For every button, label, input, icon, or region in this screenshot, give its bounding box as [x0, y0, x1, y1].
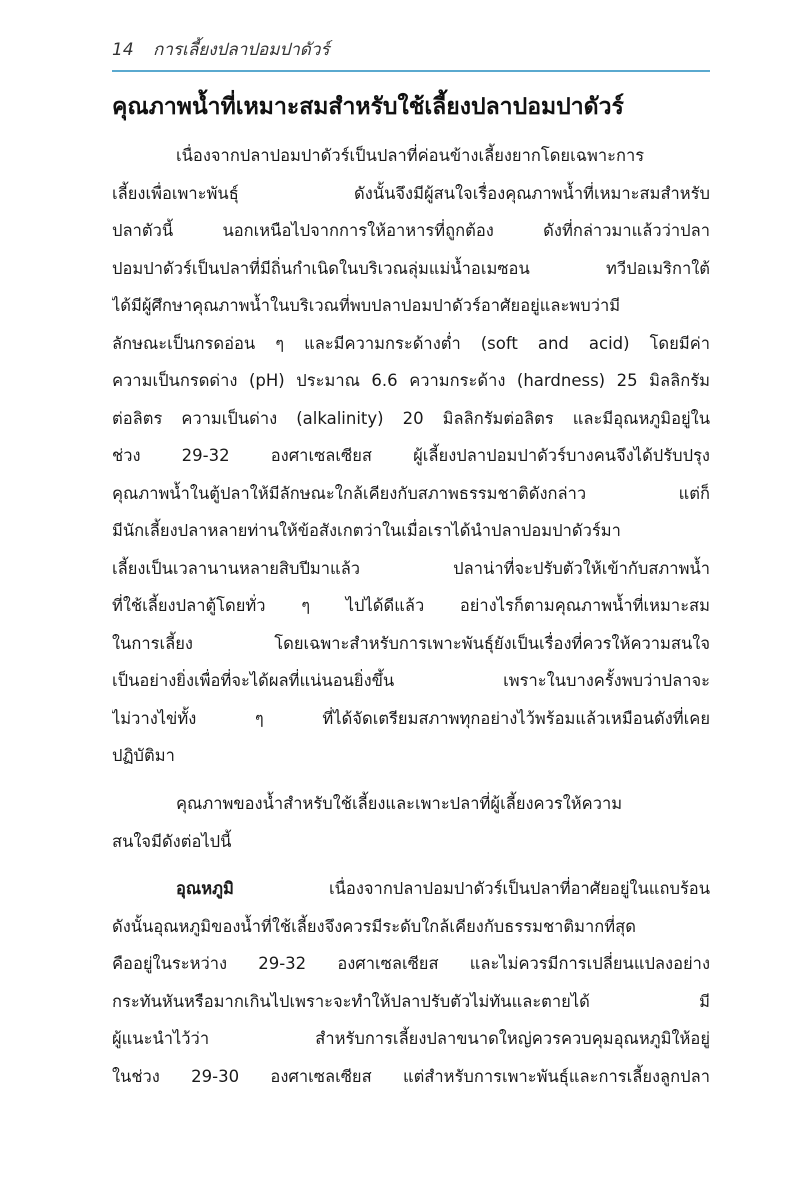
paragraph-line: เนื่องจากปลาปอมปาดัวร์เป็นปลาที่ค่อนข้างเลี้ยงยากโดยเฉพาะการ [176, 146, 645, 165]
paragraph-line: ผู้แนะนำไว้ว่า สำหรับการเลี้ยงปลาขนาดใหญ่ควรควบคุมอุณหภูมิให้อยู่ [112, 1029, 710, 1048]
paragraph-line: ในช่วง 29-30 องศาเซลเซียส แต่สำหรับการเพาะพันธุ์และการเลี้ยงลูกปลา [112, 1066, 710, 1086]
paragraph-line: ได้มีผู้ศึกษาคุณภาพน้ำในบริเวณที่พบปลาปอมปาดัวร์อาศัยอยู่และพบว่ามี [112, 296, 621, 315]
paragraph-line: ต่อลิตร ความเป็นด่าง (alkalinity) 20 มิลลิกรัมต่อลิตร และมีอุณหภูมิอยู่ใน [112, 408, 710, 428]
paragraph-line: สนใจมีดังต่อไปนี้ [112, 831, 232, 851]
paragraph-line: กระทันหันหรือมากเกินไปเพราะจะทำให้ปลาปรับตัวไม่ทันและตายได้ มี [112, 991, 710, 1011]
book-title: การเลี้ยงปลาปอมปาดัวร์ [153, 40, 330, 60]
paragraph-line: คืออยู่ในระหว่าง 29-32 องศาเซลเซียส และไม่ควรมีการเปลี่ยนแปลงอย่าง [112, 954, 710, 973]
section-title: คุณภาพน้ำที่เหมาะสมสำหรับใช้เลี้ยงปลาปอมปาดัวร์ [112, 93, 624, 120]
paragraph-3 [112, 870, 710, 1095]
paragraph-line: ดังนั้นอุณหภูมิของน้ำที่ใช้เลี้ยงจึงควรมีระดับใกล้เคียงกับธรรมชาติมากที่สุด [112, 916, 636, 936]
paragraph-line: ปฏิบัติมา [112, 746, 175, 765]
header-rule [112, 70, 710, 72]
paragraph-line-rest: เนื่องจากปลาปอมปาดัวร์เป็นปลาที่อาศัยอยู่ในแถบร้อน [329, 879, 710, 898]
paragraph-line: คุณภาพของน้ำสำหรับใช้เลี้ยงและเพาะปลาที่ผู้เลี้ยงควรให้ความ [176, 794, 623, 813]
paragraph-line: ไม่วางไข่ทั้ง ๆ ที่ได้จัดเตรียมสภาพทุกอย่างไว้พร้อมแล้วเหมือนดังที่เคย [112, 708, 710, 728]
paragraph-line: ที่ใช้เลี้ยงปลาตู้โดยทั่ว ๆ ไปได้ดีแล้ว อย่างไรก็ตามคุณภาพน้ำที่เหมาะสม [112, 596, 710, 615]
paragraph-line: ลักษณะเป็นกรดอ่อน ๆ และมีความกระด้างต่ำ (soft and acid) โดยมีค่า [112, 333, 710, 353]
paragraph-line: ความเป็นกรดด่าง (pH) ประมาณ 6.6 ความกระด้าง (hardness) 25 มิลลิกรัม [112, 371, 710, 390]
running-header [112, 36, 330, 63]
paragraph-line: คุณภาพน้ำในตู้ปลาให้มีลักษณะใกล้เคียงกับสภาพธรรมชาติดังกล่าว แต่ก็ [112, 483, 710, 503]
paragraph-line: ปลาตัวนี้ นอกเหนือไปจากการให้อาหารที่ถูกต้อง ดังที่กล่าวมาแล้วว่าปลา [112, 221, 710, 240]
paragraph-line: ช่วง 29-32 องศาเซลเซียส ผู้เลี้ยงปลาปอมปาดัวร์บางคนจึงได้ปรับปรุง [112, 446, 710, 465]
paragraph-line: ปอมปาดัวร์เป็นปลาที่มีถิ่นกำเนิดในบริเวณลุ่มแม่น้ำอเมซอน ทวีปอเมริกาใต้ [112, 258, 710, 278]
paragraph-line: เลี้ยงเพื่อเพาะพันธุ์ ดังนั้นจึงมีผู้สนใจเรื่องคุณภาพน้ำที่เหมาะสมสำหรับ [112, 183, 710, 203]
paragraph-1 [112, 137, 710, 775]
paragraph-line: เป็นอย่างยิ่งเพื่อที่จะได้ผลที่แน่นอนยิ่งขึ้น เพราะในบางครั้งพบว่าปลาจะ [112, 671, 710, 690]
paragraph-line: มีนักเลี้ยงปลาหลายท่านให้ข้อสังเกตว่าในเมื่อเราได้นำปลาปอมปาดัวร์มา [112, 521, 621, 540]
paragraph-2 [112, 785, 710, 860]
paragraph-line: ในการเลี้ยง โดยเฉพาะสำหรับการเพาะพันธุ์ยังเป็นเรื่องที่ควรให้ความสนใจ [112, 633, 710, 653]
page-number: 14 [112, 40, 134, 60]
paragraph-line: เลี้ยงเป็นเวลานานหลายสิบปีมาแล้ว ปลาน่าที่จะปรับตัวให้เข้ากับสภาพน้ำ [112, 558, 710, 578]
paragraph-line [112, 870, 710, 908]
lead-term-temperature: อุณหภูมิ [176, 879, 234, 898]
